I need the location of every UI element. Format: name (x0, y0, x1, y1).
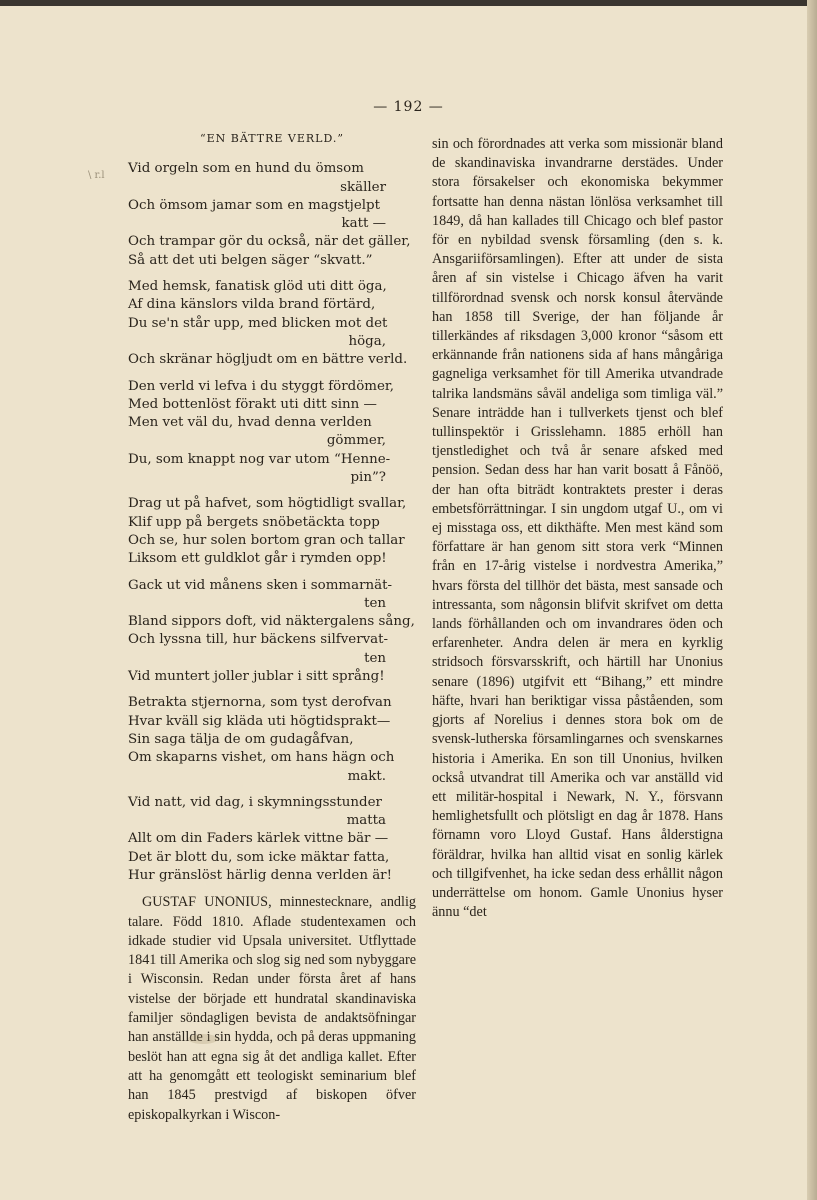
poem-line: Sin saga tälja de om gudagåfvan, (128, 731, 354, 747)
poem-line: Gack ut vid månens sken i sommarnät- (128, 577, 393, 593)
poem-stanza (128, 694, 416, 785)
margin-annotation: \ r.l (88, 170, 105, 181)
poem-stanza (128, 278, 416, 369)
right-column (432, 135, 723, 922)
page-top-edge (0, 0, 817, 6)
poem-stanza (128, 577, 416, 687)
poem-line: Och lyssna till, hur bäckens silfvervat- (128, 632, 389, 648)
poem-line: Hur gränslöst härlig denna verlden är! (128, 867, 392, 883)
poem-line: Och se, hur solen bortom gran och tallar (128, 532, 405, 548)
poem-line: Betrakta stjernorna, som tyst derofvan (128, 695, 392, 711)
poem-stanza (128, 794, 416, 885)
poem-line: Men vet väl du, hvad denna verlden (128, 415, 372, 431)
poem-line: Klif upp på bergets snöbetäckta topp (128, 514, 380, 530)
poem-line: Vid orgeln som en hund du ömsom (128, 161, 364, 177)
poem-line: gömmer, (326, 433, 386, 449)
poem-line: Vid natt, vid dag, i skymningsstunder (128, 794, 382, 810)
biography-continuation: sin och förordnades att verka som missionär bland de skandinaviska invandrarne derstädes. Under stora försakelser och ekonomiska bekymmer fortsatte han denna nästan lönlösa verksamhet till 1849, då han kallades till Chicago och blef pastor för en nybildad svensk församling (den s. k. Ansgariiförsamlingen). Efter att under de sista åren af sin vistelse i Chicago äfven ha varit tillförordnad svensk och norsk konsul återvände han 1858 till Sverige, der han följande år tillerkändes af riksdagen 3,000 kronor “såsom ett erkännande från nationens sida af hans mångåriga gagneliga verksamhet för till Amerika utvandrade talrika landsmäns såväl andeliga som timliga väl.” Senare inträdde han i tullverkets tjenst och blef tullinspektör i Grisslehamn. 1885 erhöll han tjenstledighet och två år senare afsked med pension. Sedan dess har han varit bosatt å Fånöö, der han ofta biträdt kontraktets prester i deras embetsförrättningar. I sin ungdom utgaf U., om vi ej misstaga oss, ett dikthäfte. Men mest känd som författare är han genom sitt stora verk “Minnen från en 17-årig vistelse i nordvestra Amerika,” hvars första del tillhör det bästa, mest sansade och intressanta, som någonsin blifvit skrifvet om detta lands förhållanden och om invandrares öden och erfarenheter. Andra delen är mera en kyrklig stridsoch försvarsskrift, och härtill har Unonius senare (1896) utgifvit ett “Bihang,” ett mindre häfte, hvari han beriktigar vissa påståenden, som gjorts af Norelius i dennes stora bok om de svensk-lutherska församlingarnes och svenskarnes historia i Amerika. En son till Unonius, hvilken också utvandrat till Amerika och var anställd vid ett militär-hospital i Newark, N. Y., försvann hemlighetsfullt och plötsligt en dag år 1878. Hans förnamn voro Lloyd Gustaf. Hans ålderstigna föräldrar, hvilka han alltid visat en sonlig kärlek och tillgifvenhet, ha icke sedan dess erhållit någon underrättelse om honom. Gamle Unonius hyser ännu “det (432, 136, 723, 921)
poem-line: Och trampar gör du också, när det gäller, (128, 234, 411, 250)
poem-line: Den verld vi lefva i du styggt fördömer, (128, 378, 395, 394)
paper-stain (188, 1034, 218, 1044)
poem-line: Så att det uti belgen säger “skvatt.” (128, 252, 373, 268)
page-right-edge (807, 0, 817, 1200)
poem-stanza (128, 160, 416, 270)
poem-line: katt — (341, 216, 386, 232)
poem-line: Om skaparns vishet, om hans hägn och (128, 750, 395, 766)
poem-line: ten (364, 650, 386, 666)
poem-line: Och skränar högljudt om en bättre verld. (128, 352, 408, 368)
poem-line: Och ömsom jamar som en magstjelpt (128, 197, 380, 213)
poem-line: Med bottenlöst förakt uti ditt sinn — (128, 396, 377, 412)
poem-line: Allt om din Faders kärlek vittne bär — (128, 831, 389, 847)
poem-line: Det är blott du, som icke mäktar fatta, (128, 849, 390, 865)
poem-line: matta (346, 813, 386, 829)
poem-line: Vid muntert joller jublar i sitt språng! (128, 669, 385, 685)
left-column (128, 130, 416, 1125)
poem-line: Drag ut på hafvet, som högtidligt svallar, (128, 496, 407, 512)
poem-line: Hvar kväll sig kläda uti högtidsprakt— (128, 713, 391, 729)
poem-stanza (128, 378, 416, 488)
poem-title: “EN BÄTTRE VERLD.” (200, 132, 344, 145)
poem-line: Med hemsk, fanatisk glöd uti ditt öga, (128, 279, 387, 295)
poem-line: pin”? (350, 470, 386, 486)
poem-line: makt. (347, 768, 386, 784)
poem-line: Liksom ett guldklot går i rymden opp! (128, 551, 387, 567)
poem-body (128, 160, 416, 885)
poem-line: Bland sippors doft, vid näktergalens sång, (128, 614, 415, 630)
poem-line: Du, som knappt nog var utom “Henne- (128, 451, 391, 467)
biography-paragraph: GUSTAF UNONIUS, minnestecknare, andlig talare. Född 1810. Aflade studentexamen och idkade studier vid Upsala universitet. Utflyttade 1841 till Amerika och slog sig ned som nybyggare i Wisconsin. Redan under första året af hans vistelse der började ett hundratal skandinaviska familjer söndagligen bevista de andaktsöfningar han anställde i sin hydda, och på deras uppmaning beslöt han att egna sig åt det andliga kallet. Efter att ha genomgått ett teologiskt seminarium blef han 1845 prestvigd af biskopen öfver episkopalkyrkan i Wiscon- (128, 894, 416, 1123)
poem-line: ten (364, 595, 386, 611)
poem-line: Du se'n står upp, med blicken mot det (128, 315, 388, 331)
poem-stanza (128, 495, 416, 568)
poem-line: skäller (340, 179, 386, 195)
poem-line: höga, (348, 333, 386, 349)
page-number: — 192 — (373, 99, 444, 115)
poem-line: Af dina känslors vilda brand förtärd, (128, 297, 376, 313)
